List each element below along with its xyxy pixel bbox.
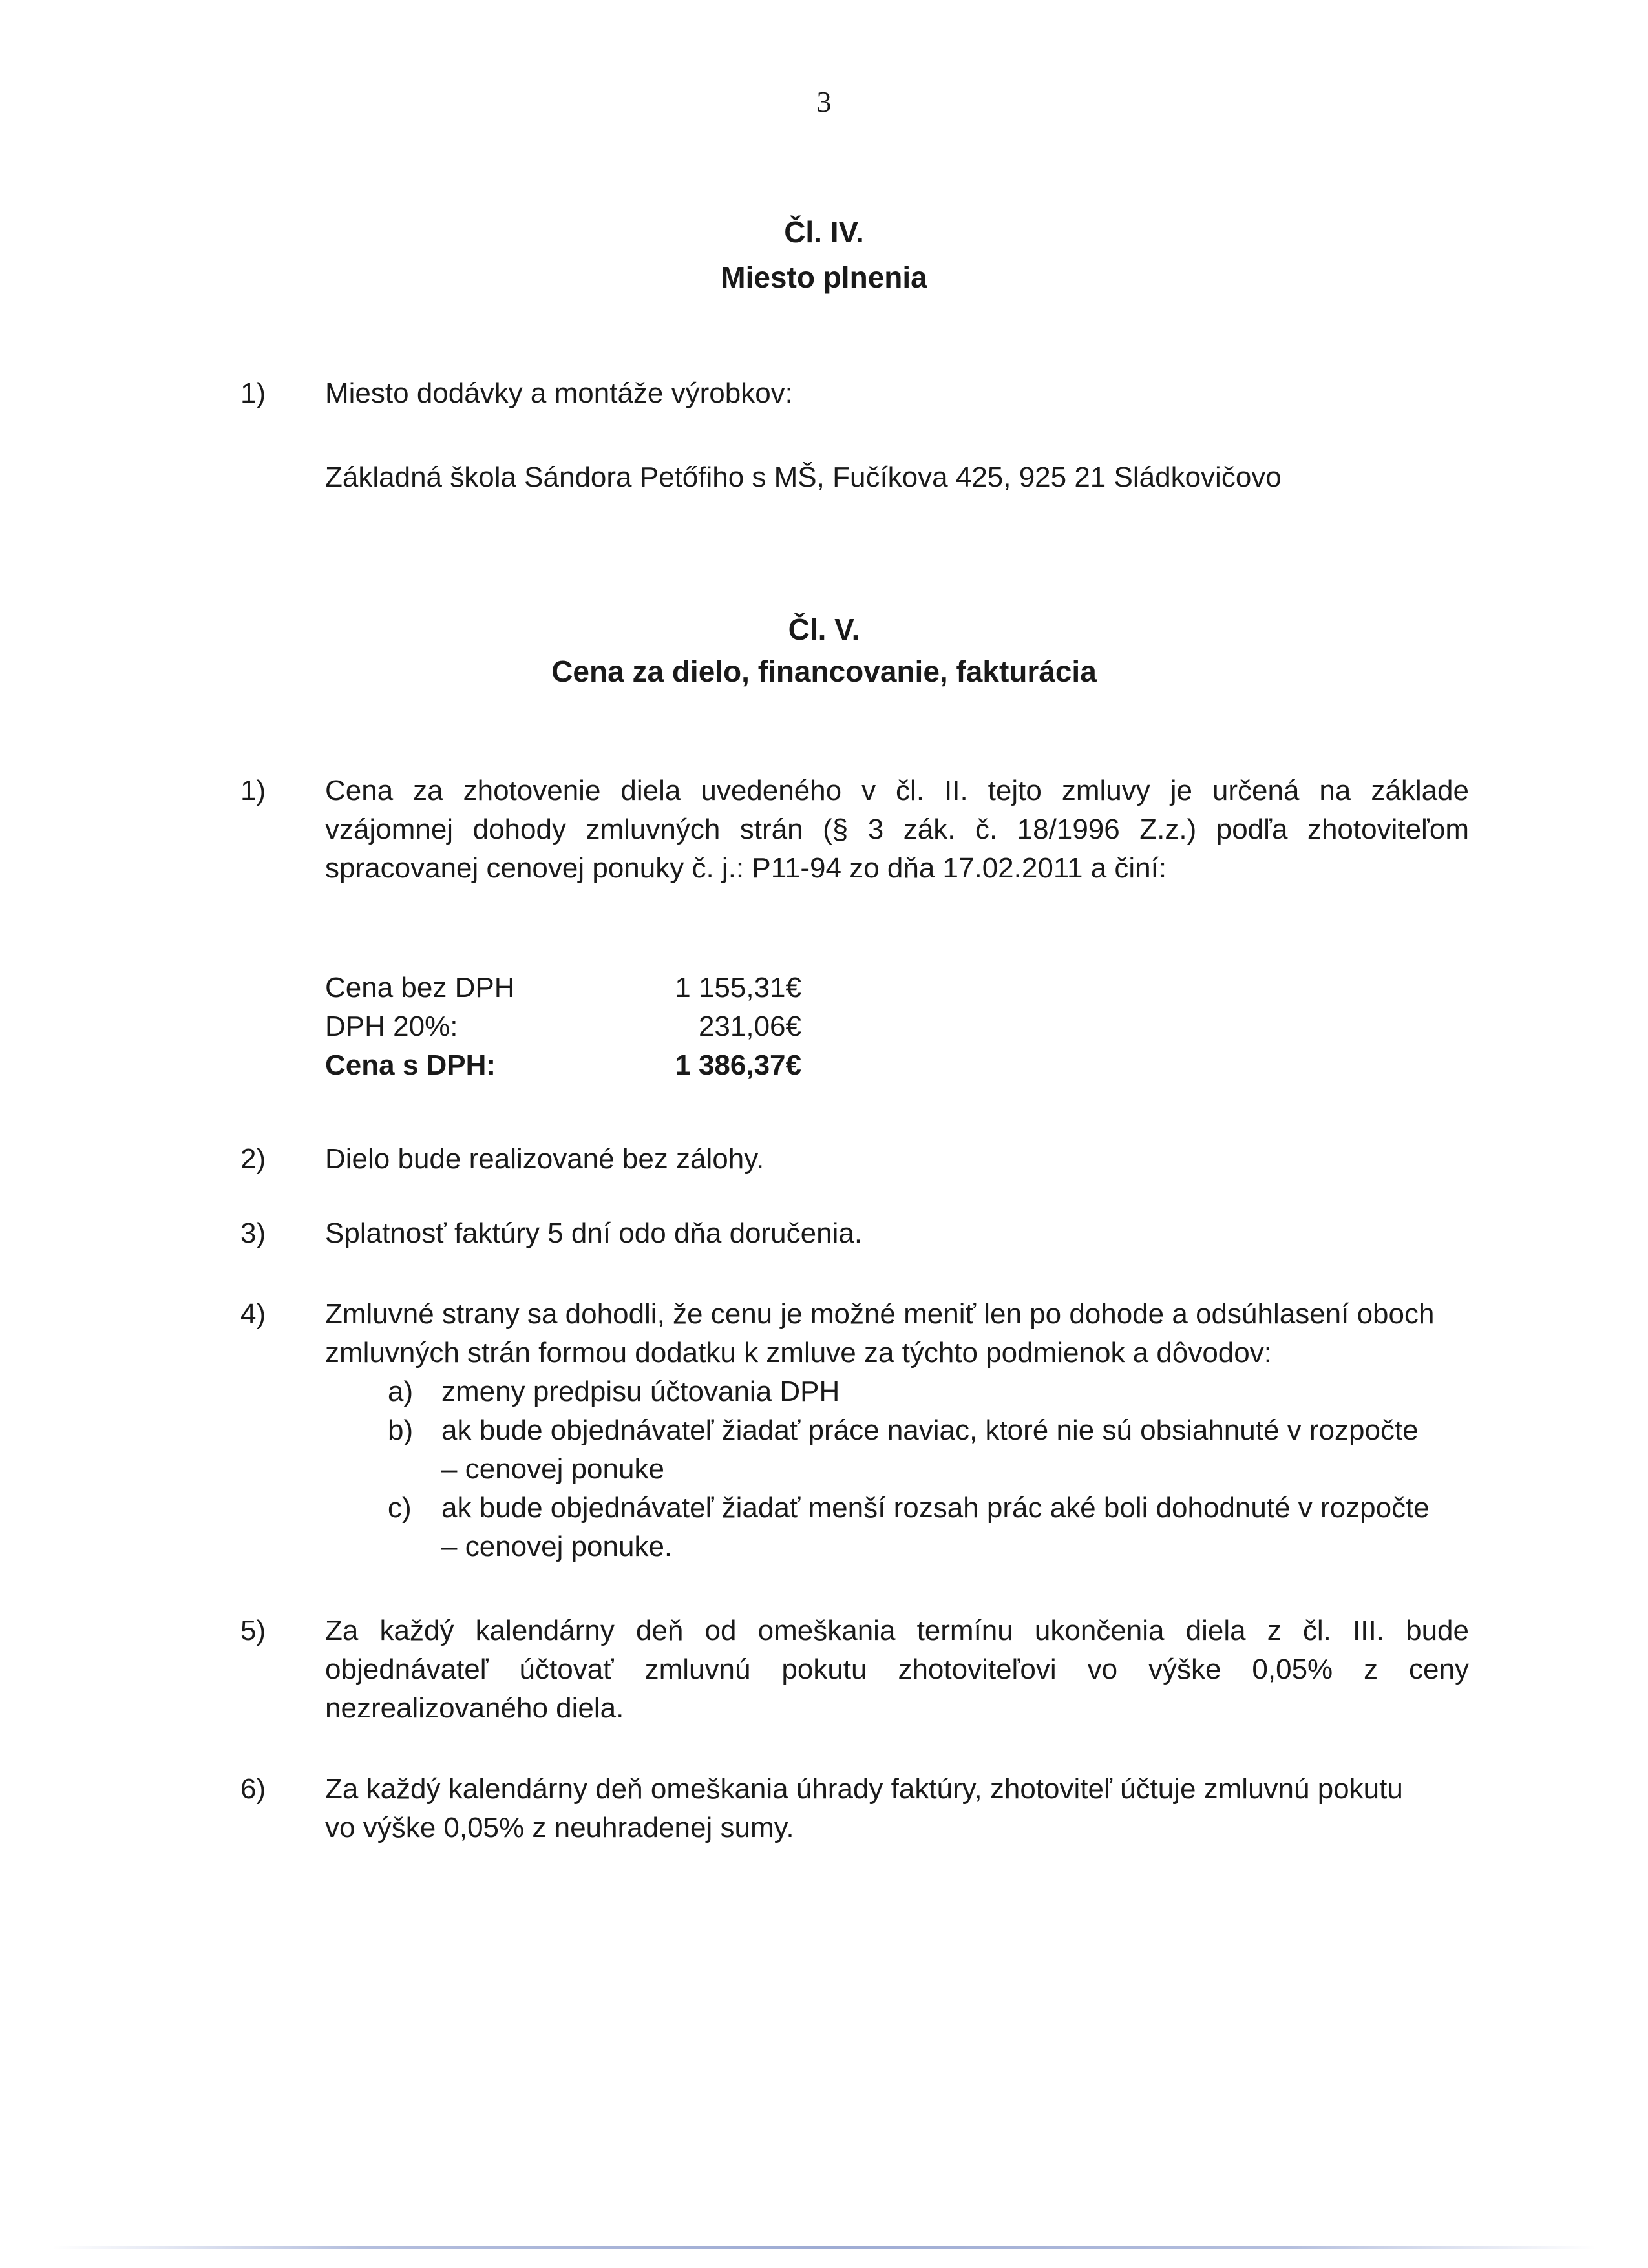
price-label-vat: DPH 20%: bbox=[325, 1011, 458, 1042]
section-iv-subtitle: Miesto plnenia bbox=[721, 260, 927, 294]
section-v-item-5-line-3: nezrealizovaného diela. bbox=[325, 1692, 624, 1724]
page-number: 3 bbox=[816, 85, 832, 118]
section-v-item-6-line-2: vo výške 0,05% z neuhradenej sumy. bbox=[325, 1812, 794, 1843]
section-iv-title: Čl. IV. bbox=[784, 215, 864, 249]
section-v-item-5-line-2: objednávateľ účtovať zmluvnú pokutu zhotoviteľovi vo výške 0,05% z ceny bbox=[325, 1654, 1469, 1685]
price-label-without-vat: Cena bez DPH bbox=[325, 972, 515, 1003]
section-v-title: Čl. V. bbox=[788, 613, 860, 646]
section-v-item-4-sub-a-line-1: zmeny predpisu účtovania DPH bbox=[441, 1376, 840, 1407]
section-v-subtitle: Cena za dielo, financovanie, fakturácia bbox=[551, 655, 1097, 688]
section-v-item-4-line-1: Zmluvné strany sa dohodli, že cenu je možné meniť len po dohode a odsúhlasení oboch bbox=[325, 1298, 1435, 1330]
section-v-item-2-number: 2) bbox=[240, 1143, 266, 1175]
section-v-item-4-sub-b-letter: b) bbox=[388, 1414, 414, 1446]
section-v-item-1-line-3: spracovanej cenovej ponuky č. j.: P11-94 zo dňa 17.02.2011 a činí: bbox=[325, 852, 1167, 884]
section-v-item-4-sub-b-line-2: – cenovej ponuke bbox=[441, 1453, 664, 1485]
price-value-with-vat: 1 386,37€ bbox=[675, 1049, 801, 1081]
price-value-vat: 231,06€ bbox=[698, 1011, 801, 1042]
section-v-item-6-number: 6) bbox=[240, 1773, 266, 1805]
section-iv-item-1-detail: Základná škola Sándora Petőfiho s MŠ, Fučíkova 425, 925 21 Sládkovičovo bbox=[325, 461, 1282, 493]
section-v-item-6-line-1: Za každý kalendárny deň omeškania úhrady faktúry, zhotoviteľ účtuje zmluvnú pokutu bbox=[325, 1773, 1403, 1805]
section-v-item-3-text: Splatnosť faktúry 5 dní odo dňa doručenia. bbox=[325, 1217, 863, 1249]
scan-edge-line bbox=[52, 2246, 1596, 2249]
section-v-item-4-sub-b-line-1: ak bude objednávateľ žiadať práce naviac, ktoré nie sú obsiahnuté v rozpočte bbox=[441, 1414, 1419, 1446]
section-v-item-1-line-2: vzájomnej dohody zmluvných strán (§ 3 zák. č. 18/1996 Z.z.) podľa zhotoviteľom bbox=[325, 814, 1469, 845]
section-v-item-1-line-1: Cena za zhotovenie diela uvedeného v čl. II. tejto zmluvy je určená na základe bbox=[325, 775, 1469, 806]
price-value-without-vat: 1 155,31€ bbox=[675, 972, 801, 1003]
section-v-item-2-text: Dielo bude realizované bez zálohy. bbox=[325, 1143, 765, 1175]
section-v-item-3-number: 3) bbox=[240, 1217, 266, 1249]
section-v-item-5-number: 5) bbox=[240, 1615, 266, 1646]
section-v-item-1-number: 1) bbox=[240, 775, 266, 806]
section-v-item-4-sub-c-line-1: ak bude objednávateľ žiadať menší rozsah prác aké boli dohodnuté v rozpočte bbox=[441, 1492, 1430, 1524]
section-v-item-4-sub-a-letter: a) bbox=[388, 1376, 414, 1407]
section-v-item-4-sub-c-letter: c) bbox=[388, 1492, 412, 1524]
section-v-item-5-line-1: Za každý kalendárny deň od omeškania termínu ukončenia diela z čl. III. bude bbox=[325, 1615, 1469, 1646]
section-iv-item-1-text: Miesto dodávky a montáže výrobkov: bbox=[325, 377, 793, 409]
section-v-item-4-sub-c-line-2: – cenovej ponuke. bbox=[441, 1531, 673, 1562]
section-iv-item-1-number: 1) bbox=[240, 377, 266, 409]
price-label-with-vat: Cena s DPH: bbox=[325, 1049, 496, 1081]
section-v-item-4-line-2: zmluvných strán formou dodatku k zmluve za týchto podmienok a dôvodov: bbox=[325, 1337, 1272, 1369]
section-v-item-4-number: 4) bbox=[240, 1298, 266, 1330]
